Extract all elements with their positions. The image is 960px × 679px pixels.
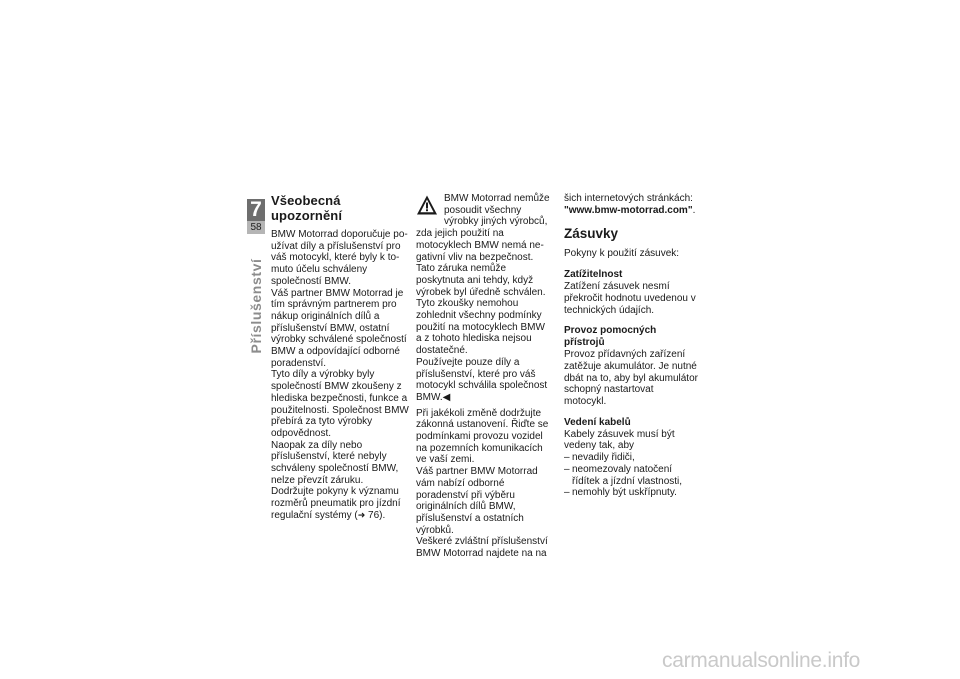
chapter-number: 7 xyxy=(247,199,265,221)
paragraph: Pokyny k použití zásuvek: xyxy=(564,248,680,260)
page-reference[interactable]: 76). xyxy=(368,509,386,521)
warning-text-2 xyxy=(416,357,550,404)
paragraph: šich internetových stránkách: xyxy=(564,193,693,204)
warning-block xyxy=(416,193,550,404)
column-3 xyxy=(564,193,698,499)
list-item: – nemohly být uskřípnuty. xyxy=(564,487,698,499)
paragraph: Zatížení zásuvek nesmí překročit hodnotu uvedenou v technických údajích. xyxy=(564,281,696,316)
website-url[interactable]: "www.bmw-motorrad.com" xyxy=(564,204,693,216)
paragraph: Veškeré zvláštní příslušenství BMW Motorrad najdete na na xyxy=(416,536,548,560)
section-heading-general-notes: Všeobecná upozornění xyxy=(271,193,343,223)
column-1 xyxy=(271,193,409,522)
paragraph: Naopak za díly nebo příslušenství, které nebyly schváleny společností BMW, nelze převzít záruku. xyxy=(271,439,399,486)
url-period: . xyxy=(692,204,696,216)
subheading-load-capacity: Zatížitelnost xyxy=(564,269,623,281)
list-item: – neomezovaly natočení řídítek a jízdní vlastnosti, xyxy=(564,464,698,487)
paragraph: Váš partner BMW Motorrad vám nabízí odborné poradenství při výběru originálních dílů BMW, příslušenství a ostatních výrobků. xyxy=(416,466,538,536)
list-item: – nevadily řidiči, xyxy=(564,452,698,464)
warning-triangle-icon xyxy=(416,194,438,216)
paragraph: Při jakékoli změně dodržujte zákonná ustanovení. Řiďte se podmínkami provozu vozidel na pozemních komunikacích ve vaší zemi. xyxy=(416,407,549,466)
subheading-auxiliary-devices: Provoz pomocných přístrojů xyxy=(564,325,657,349)
paragraph: Provoz přídavných zařízení zatěžuje akumulátor. Je nutné dbát na to, aby byl akumulátor schopný nastartovat motocykl. xyxy=(564,349,698,408)
section-heading-sockets: Zásuvky xyxy=(564,226,619,242)
website-line xyxy=(564,205,698,217)
watermark: carmanualsonline.info xyxy=(662,649,860,672)
end-of-warning-icon: ◀ xyxy=(442,391,451,403)
paragraph: Kabely zásuvek musí být vedeny tak, aby xyxy=(564,428,675,452)
warning-text-2-body: Používejte pouze díly a příslušenství, které pro váš motocykl schválila společnost BMW. xyxy=(416,356,548,403)
page-reference-arrow-icon: ➜ xyxy=(357,509,366,520)
paragraph: Tyto díly a výrobky byly společností BMW zkoušeny z hlediska bezpečnosti, funkce a použitelnosti. Společnost BMW přebírá za tyto výrobky odpovědnost. xyxy=(271,369,409,439)
column-2 xyxy=(416,193,550,560)
paragraph-text: Dodržujte pokyny k významu rozměrů pneumatik pro jízdní regulační systémy ( xyxy=(271,486,401,521)
page-number: 58 xyxy=(247,221,265,234)
chapter-tab xyxy=(247,199,265,234)
subheading-cable-routing: Vedení kabelů xyxy=(564,416,631,428)
paragraph: Váš partner BMW Motorrad je tím správným partnerem pro nákup originálních dílů a příslušenství BMW, ostatní výrobky schválené společností BMW a odpovídající odborné poradenství. xyxy=(271,287,407,369)
paragraph-tire-reference xyxy=(271,486,409,521)
warning-text: BMW Motorrad nemůže posoudit všechny výrobky jiných výrobců, zda jejich použití na motocyklech BMW nemá negativní vliv na bezpečnost. Tato záruka nemůže poskytnuta ani tehdy, když výrobek byl úředně schválen. Tyto zkoušky nemohou zohlednit všechny podmínky použití na motocyklech BMW a z tohoto hlediska nejsou dostatečné. xyxy=(416,193,550,357)
chapter-side-label: Příslušenství xyxy=(248,258,264,354)
cable-routing-list xyxy=(564,452,698,499)
paragraph: BMW Motorrad doporučuje používat díly a příslušenství pro váš motocykl, které byly k tomuto účelu schváleny společností BMW. xyxy=(271,229,408,287)
